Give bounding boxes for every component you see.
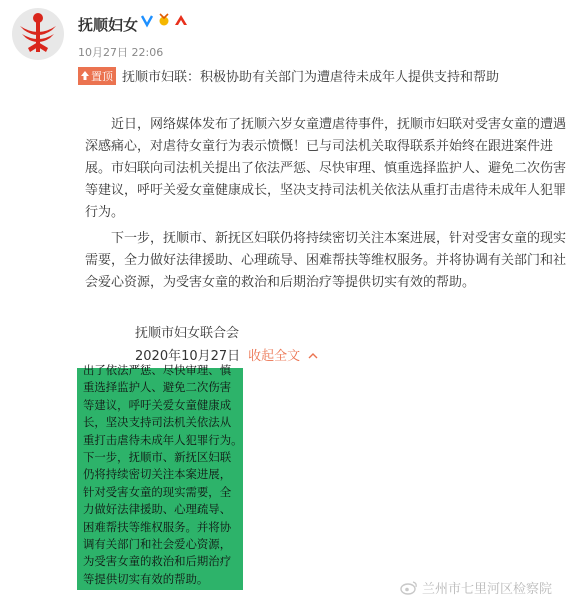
- body-paragraph-2: [85, 228, 575, 294]
- collapse-button[interactable]: [248, 345, 318, 364]
- pin-badge: [78, 67, 116, 85]
- medal-icon: [157, 13, 171, 27]
- sign-date: 2020年10月27日: [135, 349, 241, 364]
- post-timestamp[interactable]: 10月27日 22:06: [78, 46, 164, 59]
- paragraph-2-text: 下一步，抚顺市、新抚区妇联仍将持续密切关注本案进展，针对受害女童的现实需要，全力做好法律援助、心理疏导、困难帮扶等维权服务。并将协调有关部门和社会爱心资源，为受害女童的救治和后期治疗等提供切实有效的帮助。: [85, 231, 567, 290]
- body-paragraph-1: [85, 114, 575, 224]
- image-text: 出了依法严惩、尽快审理、慎重选择监护人、避免二次伤害等建议，呼吁关爱女童健康成长，坚决支持司法机关依法从重打击虐待未成年人犯罪行为。 下一步，抚顺市、新抚区妇联仍将持续密切关注本案进展，针对受害女童的现实需要，全力做好法律援助、心理疏导、困难帮扶等维权服务。并将协调有关部门和社会爱心资源，为受害女童的救治和后期治疗等提供切实有效的帮助。: [83, 363, 260, 586]
- chevron-up-icon: [308, 352, 318, 360]
- watermark-text: 兰州市七里河区检察院: [422, 582, 553, 597]
- pin-icon: [81, 71, 89, 80]
- verified-icon: [140, 13, 154, 27]
- watermark: [400, 578, 552, 597]
- logo-icon: [12, 8, 64, 60]
- badges: [140, 13, 188, 27]
- paragraph-1-text: 近日，网络媒体发布了抚顺六岁女童遭虐待事件，抚顺市妇联对受害女童的遭遇深感痛心，对虐待女童行为表示愤慨！已与司法机关取得联系并始终在跟进案件进展。市妇联向司法机关提出了依法严惩、尽快审理、慎重选择监护人、避免二次伤害等建议，呼吁关爱女童健康成长，坚决支持司法机关依法从重打击虐待未成年人犯罪行为。: [85, 117, 567, 220]
- avatar[interactable]: [12, 8, 64, 60]
- headline-text: 抚顺市妇联：积极协助有关部门为遭虐待未成年人提供支持和帮助: [122, 70, 500, 85]
- collapse-label: 收起全文: [248, 349, 301, 364]
- username[interactable]: 抚顺妇女: [78, 16, 139, 34]
- fire-icon: [174, 13, 188, 27]
- post-headline: [78, 66, 499, 85]
- post-image[interactable]: [77, 363, 260, 590]
- pin-label: 置顶: [91, 69, 113, 83]
- weibo-icon: [400, 580, 418, 595]
- signature: 抚顺市妇女联合会: [135, 326, 240, 341]
